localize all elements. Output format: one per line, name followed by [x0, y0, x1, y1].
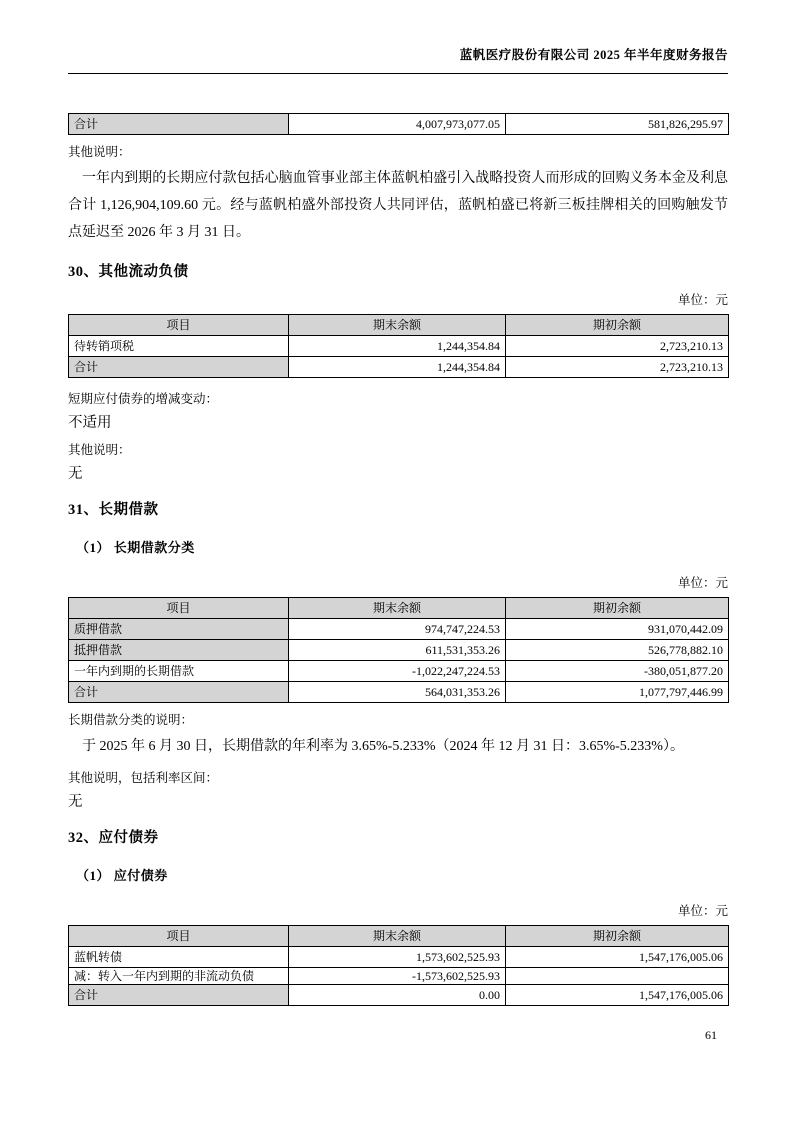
unit-label: 单位：元 — [677, 904, 728, 918]
section-31-heading: 31、长期借款 — [68, 502, 159, 518]
table-header-row — [69, 315, 729, 336]
none-value: 无 — [68, 794, 83, 810]
short-term-bonds-change-label: 短期应付债券的增减变动： — [68, 392, 219, 406]
page-number: 61 — [705, 1028, 717, 1042]
table-row-total — [69, 985, 729, 1006]
item-cell: 抵押借款 — [69, 640, 289, 661]
opening-balance-cell — [506, 968, 729, 985]
closing-balance-cell: -1,022,247,224.53 — [289, 661, 506, 682]
closing-balance-cell: 1,244,354.84 — [289, 357, 506, 378]
opening-balance-cell: 2,723,210.13 — [506, 336, 729, 357]
total-label-cell: 合计 — [69, 682, 289, 703]
closing-balance-cell: -1,573,602,525.93 — [289, 968, 506, 985]
col-header-item: 项目 — [69, 598, 289, 619]
table-row — [69, 968, 729, 985]
col-header-opening-balance: 期初余额 — [506, 926, 729, 947]
total-label-cell: 合计 — [69, 357, 289, 378]
item-cell: 蓝帆转债 — [69, 947, 289, 968]
report-header-title: 蓝帆医疗股份有限公司 2025 年半年度财务报告 — [459, 48, 728, 62]
col-header-closing-balance: 期末余额 — [289, 315, 506, 336]
opening-balance-cell: 526,778,882.10 — [506, 640, 729, 661]
interest-rate-paragraph: 于 2025 年 6 月 30 日，长期借款的年利率为 3.65%-5.233%（2024 年 12 月 31 日：3.65%-5.233%）。 — [82, 739, 684, 754]
table-row-total — [69, 357, 729, 378]
section-32-heading: 32、应付债券 — [68, 830, 159, 846]
table-row — [69, 661, 729, 682]
not-applicable-value: 不适用 — [68, 415, 112, 431]
col-header-closing-balance: 期末余额 — [289, 598, 506, 619]
closing-balance-cell: 611,531,353.26 — [289, 640, 506, 661]
header-divider — [68, 73, 728, 74]
other-notes-label: 其他说明： — [68, 145, 131, 159]
col-header-item: 项目 — [69, 315, 289, 336]
col-header-item: 项目 — [69, 926, 289, 947]
bonds-payable-table — [68, 925, 729, 1006]
long-term-payables-total-table — [68, 113, 729, 135]
section-31-subheading: （1） 长期借款分类 — [76, 540, 195, 555]
table-row — [69, 619, 729, 640]
section-30-heading: 30、其他流动负债 — [68, 264, 189, 280]
opening-balance-cell: -380,051,877.20 — [506, 661, 729, 682]
col-header-closing-balance: 期末余额 — [289, 926, 506, 947]
col-header-opening-balance: 期初余额 — [506, 598, 729, 619]
table-header-row — [69, 926, 729, 947]
closing-balance-cell: 4,007,973,077.05 — [289, 114, 506, 135]
closing-balance-cell: 1,573,602,525.93 — [289, 947, 506, 968]
opening-balance-cell: 931,070,442.09 — [506, 619, 729, 640]
col-header-opening-balance: 期初余额 — [506, 315, 729, 336]
closing-balance-cell: 564,031,353.26 — [289, 682, 506, 703]
closing-balance-cell: 1,244,354.84 — [289, 336, 506, 357]
opening-balance-cell: 1,547,176,005.06 — [506, 947, 729, 968]
unit-label: 单位：元 — [677, 576, 728, 590]
opening-balance-cell: 1,547,176,005.06 — [506, 985, 729, 1006]
item-cell: 质押借款 — [69, 619, 289, 640]
opening-balance-cell: 2,723,210.13 — [506, 357, 729, 378]
table-row-total — [69, 682, 729, 703]
borrowings-classification-note-label: 长期借款分类的说明： — [68, 713, 194, 727]
other-notes-paragraph: 一年内到期的长期应付款包括心脑血管事业部主体蓝帆柏盛引入战略投资人而形成的回购义务本金及利息合计 1,126,904,109.60 元。经与蓝帆柏盛外部投资人共同评估，蓝帆柏盛已将新三板挂牌相关的回购触发节点延迟至 2026 年 3 月 31 日。 — [68, 171, 728, 240]
table-row — [69, 947, 729, 968]
opening-balance-cell: 1,077,797,446.99 — [506, 682, 729, 703]
table-row — [69, 336, 729, 357]
total-label-cell: 合计 — [69, 985, 289, 1006]
closing-balance-cell: 0.00 — [289, 985, 506, 1006]
unit-label: 单位：元 — [677, 293, 728, 307]
long-term-borrowings-table — [68, 597, 729, 703]
other-current-liabilities-table — [68, 314, 729, 378]
none-value: 无 — [68, 466, 83, 482]
opening-balance-cell: 581,826,295.97 — [506, 114, 729, 135]
item-cell: 减：转入一年内到期的非流动负债 — [69, 968, 289, 985]
section-32-subheading: （1） 应付债券 — [76, 868, 168, 883]
closing-balance-cell: 974,747,224.53 — [289, 619, 506, 640]
table-row-total — [69, 114, 729, 135]
other-notes-rate-range-label: 其他说明，包括利率区间： — [68, 771, 219, 785]
table-header-row — [69, 598, 729, 619]
item-cell: 待转销项税 — [69, 336, 289, 357]
other-notes-label: 其他说明： — [68, 443, 131, 457]
total-label-cell: 合计 — [69, 114, 289, 135]
item-cell: 一年内到期的长期借款 — [69, 661, 289, 682]
table-row — [69, 640, 729, 661]
